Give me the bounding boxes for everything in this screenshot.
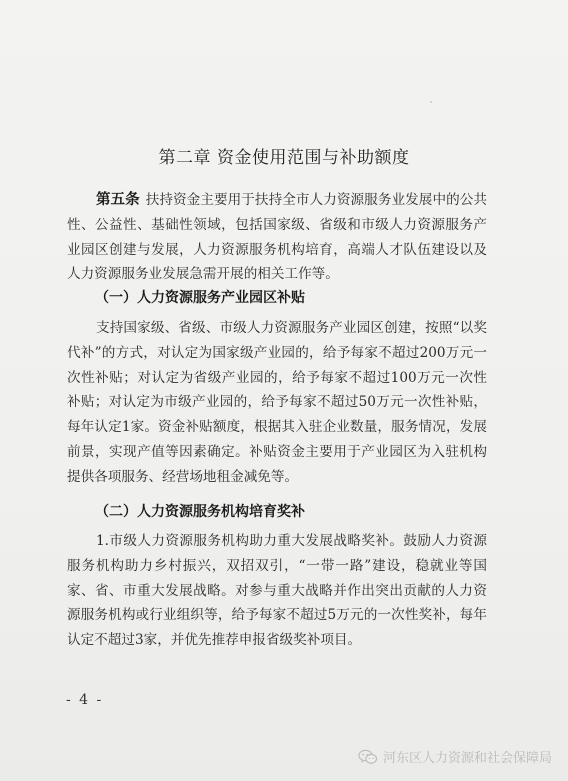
scan-speck <box>430 101 432 103</box>
watermark-text: 河东区人力资源和社会保障局 <box>382 751 552 766</box>
section-2-heading: （二）人力资源服务机构培育奖补 <box>95 504 305 520</box>
article-5-label: 第五条 <box>96 192 140 208</box>
page-number: - 4 - <box>66 692 104 708</box>
chapter-title: 第二章 资金使用范围与补助额度 <box>158 148 410 168</box>
section-2-paragraph: 1.市级人力资源服务机构助力重大发展战略奖补。鼓励人力资源服务机构助力乡村振兴，双招双引，“一带一路”建设，稳就业等国家、省、市重大发展战略。对参与重大战略并作出突出贡献的人力资源服务机构或行业组织等，给予每家不超过5万元的一次性奖补，每年认定不超过3家，并优先推荐申报省级奖补项目。 <box>67 533 487 649</box>
section-1-heading: （一）人力资源服务产业园区补贴 <box>95 290 305 306</box>
article-5-text: 扶持资金主要用于扶持全市人力资源服务业发展中的公共性、公益性、基础性领域，包括国家级、省级和市级人力资源服务产业园区创建与发展，人力资源服务机构培育，高端人才队伍建设以及人力资源服务业发展急需开展的相关工作等。 <box>67 192 488 283</box>
wechat-icon <box>358 749 378 765</box>
wechat-watermark <box>358 747 552 766</box>
scan-speck <box>322 618 324 620</box>
article-5-paragraph <box>67 188 487 287</box>
scan-speck <box>148 566 150 568</box>
section-1-paragraph: 支持国家级、省级、市级人力资源服务产业园区创建，按照“以奖代补”的方式，对认定为国家级产业园的，给予每家不超过200万元一次性补贴；对认定为省级产业园的，给予每家不超过100万元一次性补贴；对认定为市级产业园的，给予每家不超过50万元一次性补贴，每年认定1家。资金补贴额度，根据其入驻企业数量，服务情况，发展前景，实现产值等因素确定。补贴资金主要用于产业园区为入驻机构提供各项服务、经营场地租金减免等。 <box>67 320 487 485</box>
